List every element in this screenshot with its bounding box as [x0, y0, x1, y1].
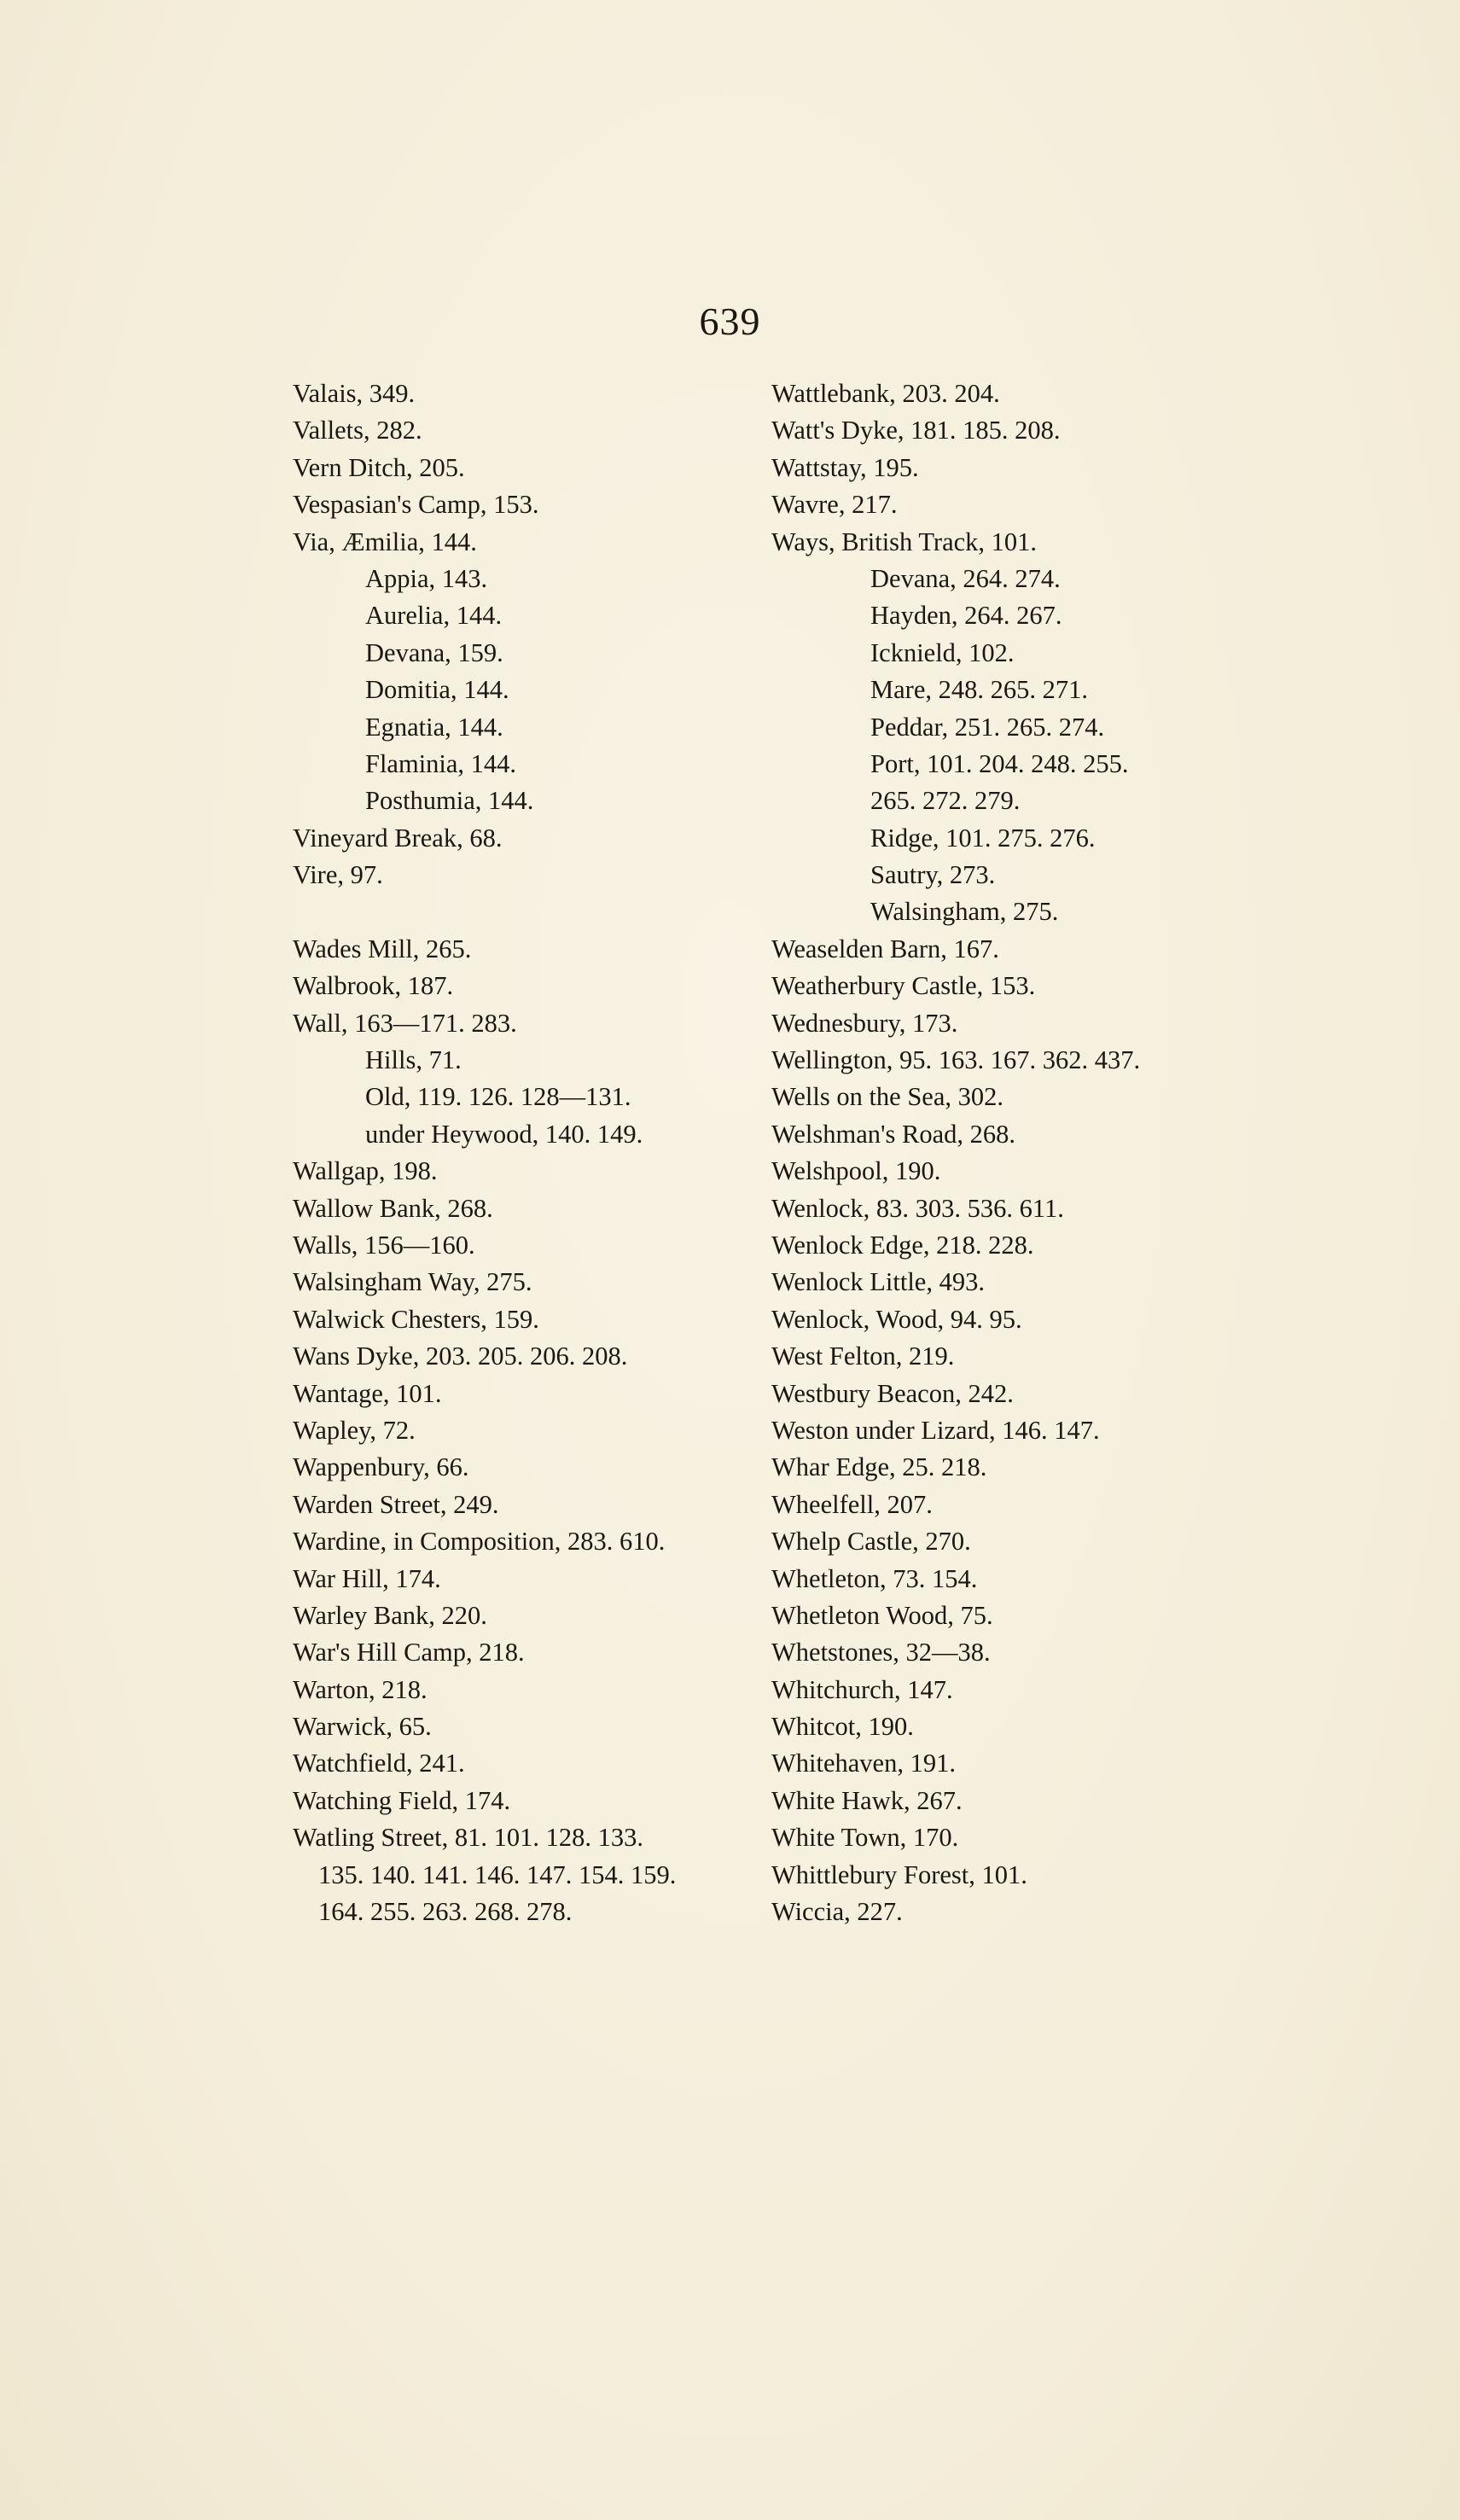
index-entry: Wavre, 217. [771, 490, 898, 520]
index-entry: Weston under Lizard, 146. 147. [771, 1415, 1100, 1445]
index-entry: 164. 255. 263. 268. 278. [318, 1897, 573, 1927]
index-entry: Whetstones, 32—38. [771, 1638, 991, 1667]
index-entry: Whetleton Wood, 75. [771, 1600, 993, 1630]
index-entry: Whitchurch, 147. [771, 1674, 953, 1704]
index-entry: Aurelia, 144. [365, 601, 503, 631]
index-entry: Weaselden Barn, 167. [771, 934, 999, 963]
index-entry: Wattstay, 195. [771, 452, 919, 482]
index-entry: Watt's Dyke, 181. 185. 208. [771, 416, 1061, 445]
index-entry: Wednesbury, 173. [771, 1008, 958, 1038]
index-entry: Warwick, 65. [293, 1712, 432, 1742]
index-column-right [771, 375, 1249, 1930]
index-entry: West Felton, 219. [771, 1341, 955, 1371]
index-entry: Peddar, 251. 265. 274. [870, 712, 1105, 742]
index-entry: Wiccia, 227. [771, 1897, 903, 1927]
index-entry: Wantage, 101. [293, 1378, 442, 1408]
index-entry: Icknield, 102. [870, 637, 1015, 667]
index-entry: Wardine, in Composition, 283. 610. [293, 1527, 666, 1557]
index-entry: Hayden, 264. 267. [870, 601, 1062, 631]
index-entry: Watchfield, 241. [293, 1749, 465, 1778]
index-entry: War Hill, 174. [293, 1563, 441, 1593]
index-entry: Vineyard Break, 68. [293, 823, 503, 853]
index-entry: Wades Mill, 265. [293, 934, 472, 963]
index-entry: War's Hill Camp, 218. [293, 1638, 525, 1667]
index-entry: Westbury Beacon, 242. [771, 1378, 1014, 1408]
index-entry: Vern Ditch, 205. [293, 452, 465, 482]
index-entry: Whittlebury Forest, 101. [771, 1859, 1027, 1889]
index-entry: Wellington, 95. 163. 167. 362. 437. [771, 1045, 1141, 1075]
index-entry: Domitia, 144. [365, 675, 509, 705]
index-gap [293, 893, 771, 930]
index-column-left [293, 375, 771, 1930]
index-entry: Welshman's Road, 268. [771, 1119, 1015, 1149]
index-entry: Vire, 97. [293, 860, 383, 890]
index-entry: Vallets, 282. [293, 416, 422, 445]
index-entry: Wallgap, 198. [293, 1156, 438, 1186]
index-entry: Wappenbury, 66. [293, 1452, 469, 1482]
index-entry: Old, 119. 126. 128—131. [365, 1082, 631, 1112]
index-entry: Ridge, 101. 275. 276. [870, 823, 1096, 853]
index-entry: Walwick Chesters, 159. [293, 1304, 539, 1334]
index-entry: Wenlock Little, 493. [771, 1267, 985, 1297]
page-number: 639 [699, 300, 761, 343]
index-entry: Ways, British Track, 101. [771, 527, 1038, 556]
index-entry: Watling Street, 81. 101. 128. 133. [293, 1823, 643, 1853]
index-entry: White Town, 170. [771, 1823, 959, 1853]
index-entry: 265. 272. 279. [870, 786, 1021, 816]
index-entry: Warton, 218. [293, 1674, 428, 1704]
index-entry: Whitcot, 190. [771, 1712, 914, 1742]
index-entry: Warden Street, 249. [293, 1489, 499, 1519]
index-entry: Wenlock Edge, 218. 228. [771, 1230, 1034, 1260]
index-entry: Wenlock, Wood, 94. 95. [771, 1304, 1022, 1334]
index-entry: Wapley, 72. [293, 1415, 416, 1445]
index-entry: Walsingham, 275. [870, 897, 1059, 927]
index-entry: Welshpool, 190. [771, 1156, 941, 1186]
index-entry: Posthumia, 144. [365, 786, 534, 816]
index-entry: Valais, 349. [293, 379, 416, 408]
index-entry: Mare, 248. 265. 271. [870, 675, 1088, 705]
index-entry: White Hawk, 267. [771, 1785, 963, 1815]
index-entry: Egnatia, 144. [365, 712, 503, 742]
index-entry: Appia, 143. [365, 563, 488, 593]
index-entry: Wans Dyke, 203. 205. 206. 208. [293, 1341, 628, 1371]
index-entry: Flaminia, 144. [365, 748, 517, 778]
index-entry: Whelp Castle, 270. [771, 1527, 971, 1557]
index-entry: Hills, 71. [365, 1045, 462, 1075]
index-entry: Weatherbury Castle, 153. [771, 971, 1036, 1001]
index-entry: Wheelfell, 207. [771, 1489, 933, 1519]
index-entry: Port, 101. 204. 248. 255. [870, 748, 1129, 778]
index-entry: Whetleton, 73. 154. [771, 1563, 978, 1593]
index-entry: Wall, 163—171. 283. [293, 1008, 517, 1038]
index-entry: Devana, 159. [365, 637, 503, 667]
index-entry: Whitehaven, 191. [771, 1749, 956, 1778]
index-entry: Sautry, 273. [870, 860, 996, 890]
index-entry: Devana, 264. 274. [870, 563, 1061, 593]
index-entry: Wallow Bank, 268. [293, 1193, 493, 1223]
index-entry: Wattlebank, 203. 204. [771, 379, 1000, 408]
index-entry: Vespasian's Camp, 153. [293, 490, 539, 520]
index-entry: Warley Bank, 220. [293, 1600, 487, 1630]
index-entry: 135. 140. 141. 146. 147. 154. 159. [318, 1859, 677, 1889]
index-entry: Wells on the Sea, 302. [771, 1082, 1003, 1112]
index-entry: under Heywood, 140. 149. [365, 1119, 643, 1149]
index-entry: Walls, 156—160. [293, 1230, 475, 1260]
index-entry: Via, Æmilia, 144. [293, 527, 477, 556]
index-entry: Whar Edge, 25. 218. [771, 1452, 987, 1482]
index-entry: Walsingham Way, 275. [293, 1267, 532, 1297]
index-entry: Wenlock, 83. 303. 536. 611. [771, 1193, 1064, 1223]
index-entry: Walbrook, 187. [293, 971, 454, 1001]
index-entry: Watching Field, 174. [293, 1785, 511, 1815]
